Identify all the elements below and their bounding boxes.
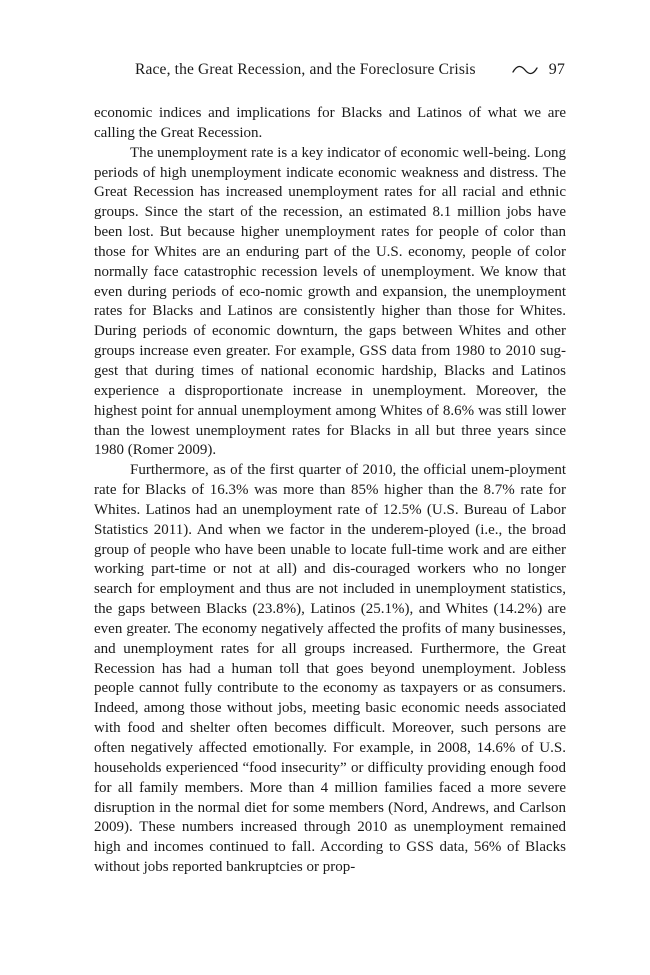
paragraph-first-quarter-2010: Furthermore, as of the first quarter of 2010, the official unem-ployment rate for Blacks of 16.3% was more than 85% higher than the 8.7% rate for Whites. Latinos had an unemployment rate of 12.5% (U.S. Bureau of Labor Statistics 2011). And when we factor in the underem-ployed (i.e., the broad group of people who have been unable to locate full-time work and are either working part-time or not at all) and dis-couraged workers who no longer search for employment and thus are not included in unemployment statistics, the gaps between Blacks (23.8%), Latinos (25.1%), and Whites (14.2%) are even greater. The economy negatively affected the profits of many businesses, and unemployment rates for all groups increased. Furthermore, the Great Recession has had a human toll that goes beyond unemployment. Jobless people cannot fully contribute to the economy as taxpayers or as consumers. Indeed, among those without jobs, meeting basic economic needs associated with food and shelter often becomes difficult. Moreover, such persons are often negatively affected emotionally. For example, in 2008, 14.6% of U.S. households experienced “food insecurity” or difficulty providing enough food for all family members. More than 4 million families faced a more severe disruption in the normal diet for some members (Nord, Andrews, and Carlson 2009). These numbers increased through 2010 as unemployment remained high and incomes continued to fall. According to GSS data, 56% of Blacks without jobs reported bankruptcies or prop- (94, 462, 566, 876)
page-number: 97 (548, 61, 565, 78)
paragraph-continuation: economic indices and implications for Blacks and Latinos of what we are calling the Great Recession. (94, 105, 566, 141)
running-head (135, 58, 565, 82)
paragraph-unemployment-indicator: The unemployment rate is a key indicator of economic well-being. Long periods of high unemployment indicate economic weakness and distress. The Great Recession has increased unemployment rates for all racial and ethnic groups. Since the start of the recession, an estimated 8.1 million jobs have been lost. But because higher unemployment rates for people of color than those for Whites are an enduring part of the U.S. economy, people of color normally face catastrophic recession levels of unemployment. We know that even during periods of eco-nomic growth and expansion, the unemployment rates for Blacks and Latinos are consistently higher than those for Whites. During periods of economic downturn, the gaps between Whites and other groups increase even greater. For example, GSS data from 1980 to 2010 sug-gest that during times of national economic hardship, Blacks and Latinos experience a disproportionate increase in unemployment. Moreover, the highest point for annual unemployment among Whites of 8.6% was still lower than the lowest unemployment rates for Blacks in all but three years since 1980 (Romer 2009). (94, 144, 566, 459)
running-title: Race, the Great Recession, and the Foreclosure Crisis (135, 61, 476, 78)
body-text (94, 104, 566, 878)
tilde-ornament-icon (511, 63, 539, 77)
